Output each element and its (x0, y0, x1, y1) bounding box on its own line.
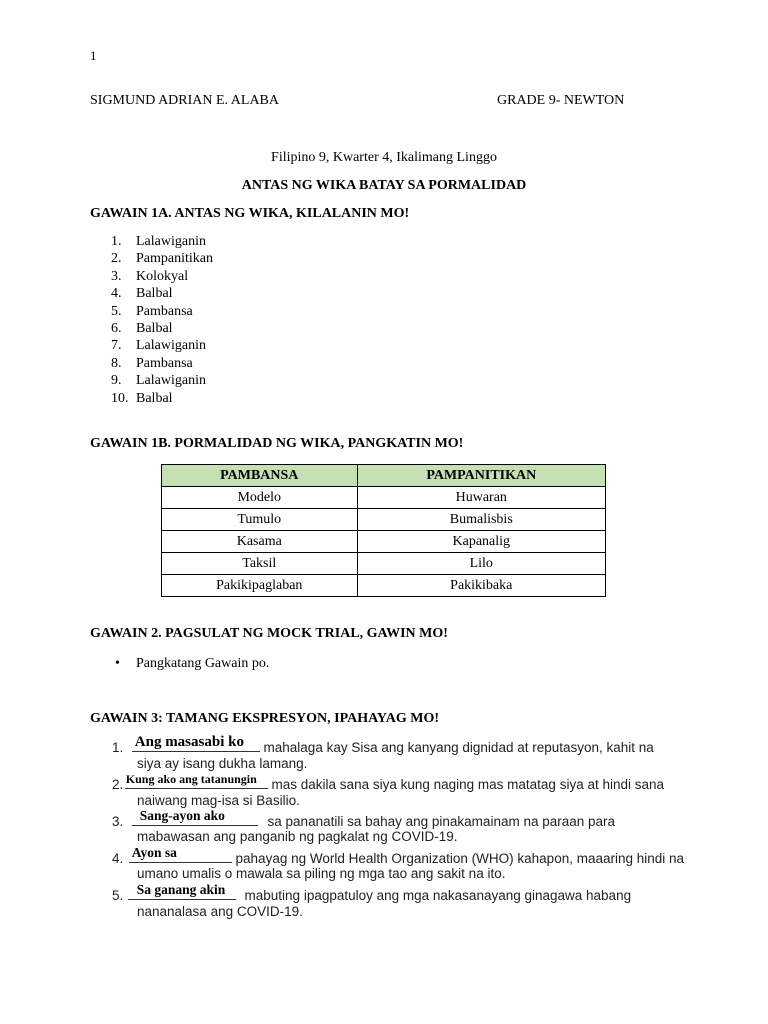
bullet-item (115, 656, 269, 672)
gawain-3-heading: GAWAIN 3: TAMANG EKSPRESYON, IPAHAYAG MO! (90, 711, 439, 726)
list-item-number: 2. (111, 251, 122, 267)
list-item-number: 9. (111, 373, 122, 389)
list-item (111, 390, 213, 407)
pormalidad-table (161, 464, 606, 597)
answer-blank (132, 734, 260, 752)
list-item (111, 233, 213, 250)
expression-continuation: nananalasa ang COVID-19. (137, 904, 303, 919)
gawain-2-heading: GAWAIN 2. PAGSULAT NG MOCK TRIAL, GAWIN MO! (90, 626, 448, 641)
list-item (111, 372, 213, 389)
gawain-1a-list (111, 233, 213, 407)
bullet-text: Pangkatang Gawain po. (136, 656, 270, 671)
table-row (162, 509, 606, 531)
answer-text: Ayon sa (131, 845, 177, 860)
list-item-number: 3. (111, 268, 122, 284)
list-item (111, 337, 213, 354)
table-header-row (162, 465, 606, 487)
table-cell: Lilo (357, 553, 605, 575)
expression-item-5 (112, 882, 632, 903)
list-item-text: Kolokyal (136, 268, 189, 284)
table-cell: Pakikipaglaban (162, 575, 358, 597)
answer-blank (125, 774, 268, 789)
table-cell: Tumulo (162, 509, 358, 531)
list-item-text: Pampanitikan (136, 251, 213, 267)
list-item-number: 5. (111, 303, 122, 319)
gawain-1a-heading: GAWAIN 1A. ANTAS NG WIKA, KILALANIN MO! (90, 206, 410, 221)
grade-section: GRADE 9- NEWTON (497, 93, 625, 108)
expression-number: 3. (112, 814, 124, 829)
table-cell: Taksil (162, 553, 358, 575)
answer-text: Kung ako ang tatanungin (125, 772, 257, 786)
table-row (162, 553, 606, 575)
list-item (111, 303, 213, 320)
column-header-pambansa: PAMBANSA (162, 465, 358, 487)
table-cell: Bumalisbis (357, 509, 605, 531)
list-item-text: Balbal (136, 390, 173, 406)
expression-continuation: mabawasan ang panganib ng pagkalat ng COVID-19. (137, 829, 458, 844)
subtitle: Filipino 9, Kwarter 4, Ikalimang Linggo (271, 150, 497, 165)
list-item-text: Balbal (136, 320, 173, 336)
table-cell: Kasama (162, 531, 358, 553)
expression-text: mahalaga kay Sisa ang kanyang dignidad at reputasyon, kahit na (263, 740, 654, 755)
student-name: SIGMUND ADRIAN E. ALABA (90, 93, 280, 108)
list-item-number: 1. (111, 234, 122, 249)
table-cell: Kapanalig (357, 531, 605, 553)
expression-number: 4. (112, 851, 124, 866)
list-item-text: Lalawiganin (136, 338, 206, 354)
expression-text: sa pananatili sa bahay ang pinakamainam na paraan para (267, 814, 616, 829)
list-item-text: Balbal (136, 286, 173, 302)
answer-text: Sa ganang akin (136, 882, 226, 897)
answer-blank (128, 882, 236, 900)
table-row (162, 487, 606, 509)
expression-item-3 (112, 808, 616, 829)
expression-continuation: umano umalis o mawala sa piling ng mga tao ang sakit na ito. (137, 866, 506, 881)
page-title: ANTAS NG WIKA BATAY SA PORMALIDAD (241, 178, 527, 193)
answer-blank (132, 808, 258, 826)
answer-text: Sang-ayon ako (139, 808, 225, 823)
expression-item-4 (112, 845, 685, 866)
table-cell: Modelo (162, 487, 358, 509)
table-row (162, 575, 606, 597)
list-item-number: 8. (111, 355, 122, 371)
expression-continuation: naiwang mag-isa si Basilio. (137, 793, 300, 808)
list-item-text: Lalawiganin (136, 234, 206, 249)
list-item (111, 285, 213, 302)
expression-number: 5. (112, 888, 124, 903)
expression-text: mabuting ipagpatuloy ang mga nakasanayang ginagawa habang (244, 888, 632, 903)
list-item-text: Pambansa (136, 303, 193, 319)
page-number: 1 (90, 48, 97, 63)
gawain-1b-heading: GAWAIN 1B. PORMALIDAD NG WIKA, PANGKATIN MO! (90, 436, 464, 451)
list-item (111, 250, 213, 267)
expression-text: pahayag ng World Health Organization (WHO) kahapon, maaaring hindi na (235, 851, 685, 866)
list-item-text: Lalawiganin (136, 373, 206, 389)
bullet-icon: • (115, 656, 120, 671)
table-cell: Pakikibaka (357, 575, 605, 597)
expression-continuation: siya ay isang dukha lamang. (137, 756, 308, 771)
list-item-number: 10. (111, 390, 129, 406)
table-row (162, 531, 606, 553)
list-item (111, 320, 213, 337)
list-item-number: 7. (111, 338, 122, 354)
expression-item-1 (112, 734, 654, 755)
list-item (111, 355, 213, 372)
answer-text: Ang masasabi ko (134, 734, 244, 750)
table-cell: Huwaran (357, 487, 605, 509)
list-item-number: 6. (111, 320, 122, 336)
expression-item-2 (112, 774, 664, 792)
column-header-pampanitikan: PAMPANITIKAN (357, 465, 605, 487)
expression-number: 1. (112, 740, 124, 755)
expression-text: mas dakila sana siya kung naging mas matatag siya at hindi sana (271, 777, 665, 792)
expression-number: 2. (112, 777, 124, 792)
answer-blank (129, 845, 232, 863)
list-item-number: 4. (111, 286, 122, 302)
list-item (111, 268, 213, 285)
list-item-text: Pambansa (136, 355, 193, 371)
